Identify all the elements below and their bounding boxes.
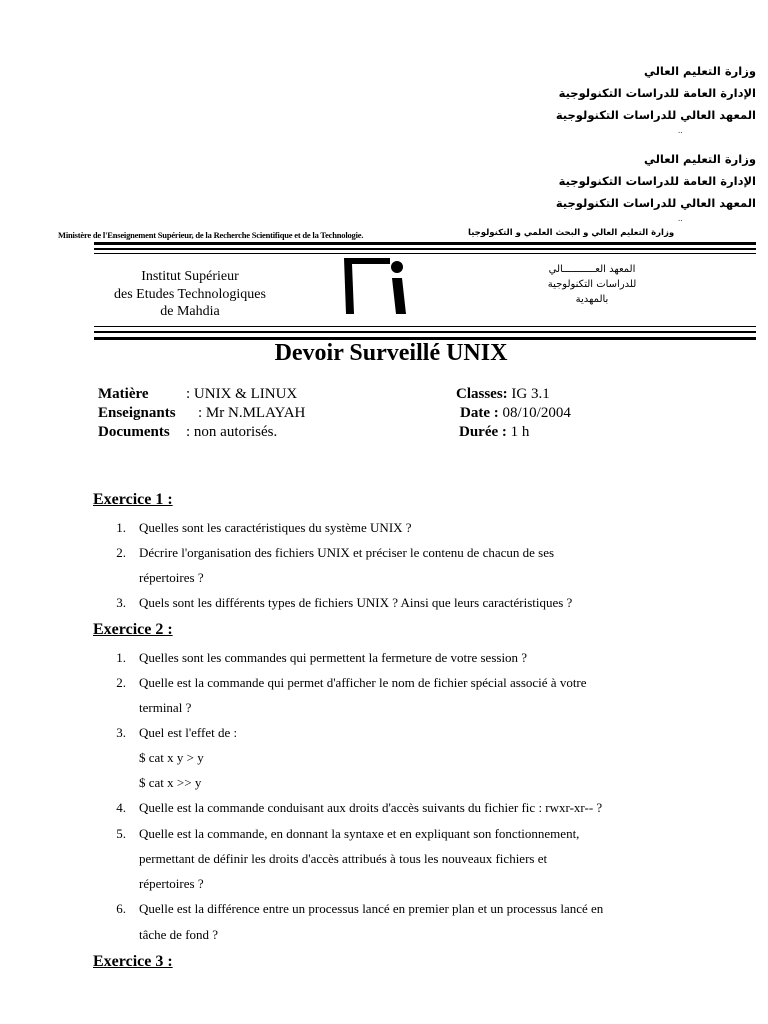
info-classes [456,386,550,403]
question-number: 5. [116,826,126,841]
ministry-arabic: وزارة التعليم العالي و البحث العلمي و التكنولوجيا [468,228,675,238]
question-number: 1. [116,650,126,665]
info-label: Documents [98,424,170,440]
institute-line: de Mahdia [160,304,220,319]
header-rule-top-3 [94,253,756,254]
info-value: : UNIX & LINUX [186,386,298,402]
institute-line: des Etudes Technologiques [114,286,266,302]
info-label: Date : [460,405,499,421]
question-number: 2. [116,545,126,560]
info-label: Classes: [456,386,508,402]
exercise-2-title: Exercice 2 : [93,621,173,638]
question-text: Décrire l'organisation des fichiers UNIX et préciser le contenu de chacun de ses [139,545,555,560]
info-label: Durée : [459,424,507,440]
info-value: 1 h [510,424,530,440]
institute-line: بالمهدية [575,294,609,305]
question-text: répertoires ? [139,570,204,585]
exercise-1-title: Exercice 1 : [93,491,173,508]
info-enseignants [98,405,305,422]
info-matiere [98,386,297,403]
arabic-header-group-1 [556,60,756,126]
info-label: Enseignants [98,405,176,421]
arabic-ministry-line: وزارة التعليم العالي [643,64,756,78]
question-text: Quelles sont les commandes qui permettent la fermeture de votre session ? [139,650,528,665]
ministry-french: Ministère de l'Enseignement Supérieur, de la Recherche Scientifique et de la Technologie. [58,230,364,240]
question-text: Quelle est la différence entre un processus lancé en premier plan et un processus lancé en [139,901,604,916]
header-rule-bottom-2 [94,331,756,333]
institute-name-french [100,268,280,321]
question-number: 4. [116,800,126,815]
question-text: Quels sont les différents types de fichiers UNIX ? Ainsi que leurs caractéristiques ? [139,595,573,610]
question-text: Quelle est la commande qui permet d'afficher le nom de fichier spécial associé à votre [139,675,587,690]
info-value: : Mr N.MLAYAH [198,405,306,421]
question-number: 3. [116,595,126,610]
info-value: : non autorisés. [186,424,278,440]
question-text: Quelle est la commande, en donnant la syntaxe et en expliquant son fonctionnement, [139,826,580,841]
command-line: $ cat x >> y [139,775,202,790]
header-rule-top-1 [94,242,756,245]
question-text: répertoires ? [139,876,204,891]
header-rule-top-2 [94,248,756,250]
institute-line: للدراسات التكنولوجية [547,279,637,290]
question-number: 3. [116,725,126,740]
arabic-header-group-2 [556,148,756,214]
question-number: 1. [116,520,126,535]
arabic-direction-line: الإدارة العامة للدراسات التكنولوجية [558,174,756,188]
info-label: Matière [98,386,149,402]
arabic-dots-1: .. [678,125,683,135]
question-text: Quelle est la commande conduisant aux droits d'accès suivants du fichier fic : rwxr-xr-- ? [139,800,603,815]
arabic-institute-line: المعهد العالي للدراسات التكنولوجية [555,196,756,210]
question-number: 6. [116,901,126,916]
info-value: 08/10/2004 [502,405,571,421]
question-text: tâche de fond ? [139,927,219,942]
institute-name-arabic [532,262,652,307]
exercise-3-title: Exercice 3 : [93,953,173,970]
institute-line: المعهد العـــــــــــالي [548,264,636,275]
question-text: permettant de définir les droits d'accès attribués à tous les nouveaux fichiers et [139,851,548,866]
question-text: terminal ? [139,700,192,715]
institute-logo [340,254,410,321]
institute-line: Institut Supérieur [141,269,239,284]
question-text: Quelles sont les caractéristiques du système UNIX ? [139,520,412,535]
page-title: Devoir Surveillé UNIX [274,340,508,366]
header-rule-bottom-1 [94,326,756,327]
info-date [460,405,571,422]
arabic-dots-2: .. [678,213,683,223]
info-duree [459,424,529,441]
question-text: Quel est l'effet de : [139,725,238,740]
question-number: 2. [116,675,126,690]
command-line: $ cat x y > y [139,750,204,765]
info-value: IG 3.1 [511,386,550,402]
arabic-direction-line: الإدارة العامة للدراسات التكنولوجية [558,86,756,100]
info-documents [98,424,277,441]
arabic-institute-line: المعهد العالي للدراسات التكنولوجية [555,108,756,122]
arabic-ministry-line: وزارة التعليم العالي [643,152,756,166]
